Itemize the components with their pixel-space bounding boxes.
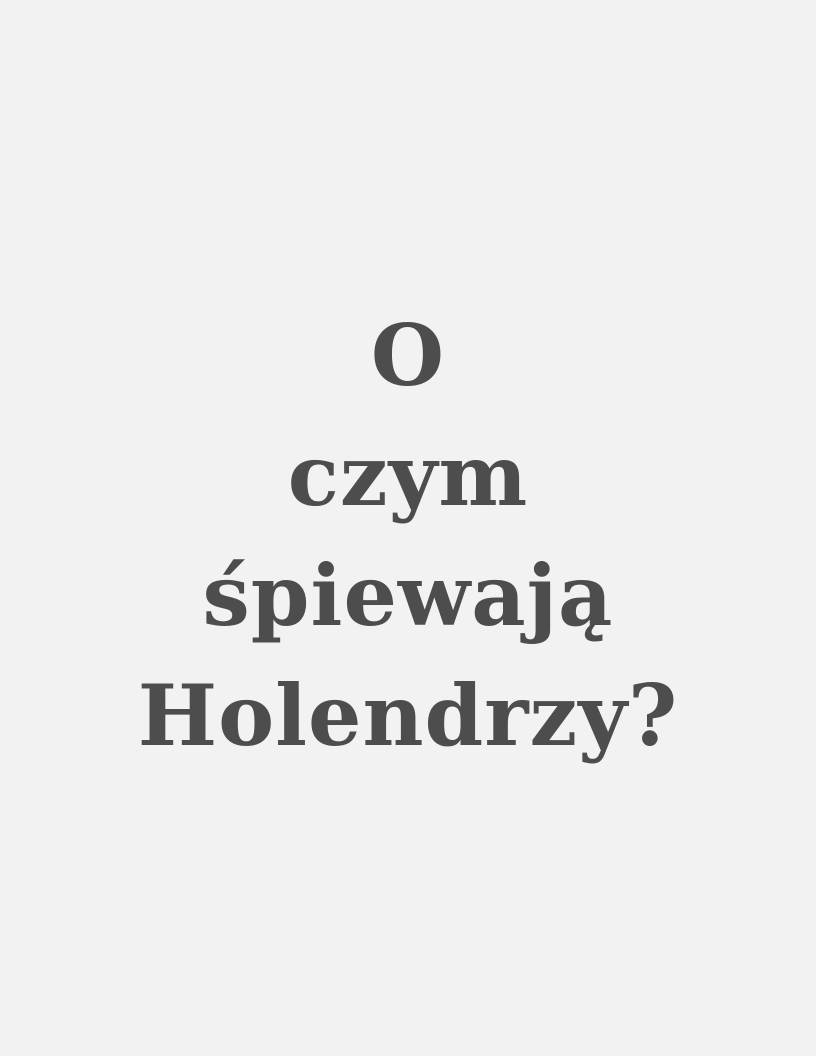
title-line-1: O bbox=[370, 306, 446, 405]
title-line-3: śpiewają bbox=[202, 546, 614, 645]
title-line-4: Holendrzy? bbox=[137, 666, 679, 765]
title-line-2: czym bbox=[287, 426, 529, 525]
page-title bbox=[138, 296, 679, 776]
